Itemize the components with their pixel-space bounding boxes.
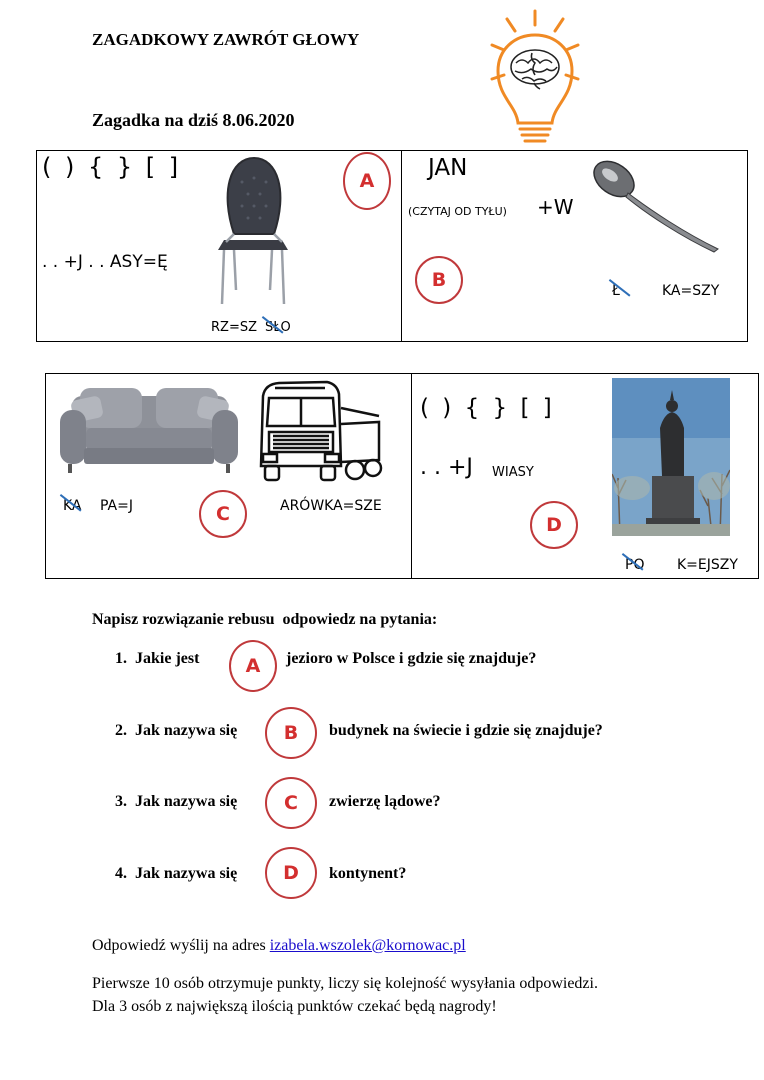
rules-line-2: Dla 3 osób z największą ilością punktów czekać będą nagrody!	[92, 998, 497, 1015]
sofa-icon	[58, 382, 240, 477]
question-1-circle: A	[229, 640, 277, 692]
pa-hint: PA=J	[100, 498, 133, 514]
question-4	[115, 865, 237, 883]
ka-hint	[63, 498, 82, 514]
rules-line-1: Pierwsze 10 osób otrzymuje punkty, liczy się kolejność wysyłania odpowiedzi.	[92, 975, 598, 992]
email-link[interactable]: izabela.wszolek@kornowac.pl	[269, 937, 466, 954]
slo-struck-text: SŁO	[265, 320, 291, 335]
question-3	[115, 793, 237, 811]
divider	[401, 151, 402, 341]
question-1	[115, 650, 199, 668]
lightbulb-brain-icon	[470, 5, 580, 153]
brackets-a: ( ) { } [ ]	[42, 153, 182, 181]
question-2-circle: B	[265, 707, 317, 759]
question-4-circle: D	[265, 847, 317, 899]
question-2-post: budynek na świecie i gdzie się znajduje?	[329, 722, 603, 739]
label-circle-c: C	[199, 490, 247, 538]
send-text: Odpowiedź wyślij na adres	[92, 937, 270, 954]
po-hint	[625, 557, 644, 573]
ka-szy-hint: KA=SZY	[662, 283, 720, 299]
question-2	[115, 722, 237, 740]
truck-icon	[255, 378, 385, 488]
wiasy-text: WIASY	[492, 465, 534, 480]
question-pre: Jak nazywa się	[135, 722, 238, 739]
question-pre: Jak nazywa się	[135, 865, 238, 882]
spoon-icon	[590, 155, 725, 255]
questions-intro: Napisz rozwiązanie rebusu odpowiedz na pytania:	[92, 611, 438, 628]
question-3-post: zwierzę lądowe?	[329, 793, 441, 810]
question-number: 1.	[115, 650, 127, 667]
statue-icon	[612, 378, 730, 536]
question-3-circle: C	[265, 777, 317, 829]
question-1-post: jezioro w Polsce i gdzie się znajduje?	[286, 650, 537, 667]
read-backwards-hint: (CZYTAJ OD TYŁU)	[408, 205, 507, 218]
divider	[411, 374, 412, 578]
rz-hint: RZ=SZ	[211, 320, 257, 335]
question-number: 3.	[115, 793, 127, 810]
dots-plus-j: . . +J	[420, 455, 473, 480]
page-subtitle: Zagadka na dziś 8.06.2020	[92, 110, 295, 130]
label-circle-a: A	[343, 152, 391, 210]
jan-text: JAN	[428, 155, 468, 181]
slo-hint	[265, 320, 291, 335]
question-number: 4.	[115, 865, 127, 882]
k-ejszy-hint: K=EJSZY	[677, 557, 738, 573]
question-pre: Jak nazywa się	[135, 793, 238, 810]
plus-w-text: +W	[537, 195, 574, 219]
po-struck-text: PO	[625, 557, 645, 573]
question-pre: Jakie jest	[135, 650, 200, 667]
question-number: 2.	[115, 722, 127, 739]
l-struck-text: Ł	[612, 283, 620, 299]
label-circle-b: B	[415, 256, 463, 304]
label-circle-d: D	[530, 501, 578, 549]
arowka-hint: ARÓWKA=SZE	[280, 498, 382, 514]
chair-icon	[212, 152, 292, 307]
page-title: ZAGADKOWY ZAWRÓT GŁOWY	[92, 30, 360, 49]
ka-struck-text: KA	[63, 498, 82, 514]
l-hint	[612, 283, 620, 299]
brackets-d: ( ) { } [ ]	[420, 395, 555, 421]
rebus-a-line: . . +J . . ASY=Ę	[42, 252, 168, 272]
send-instruction	[92, 937, 466, 955]
question-4-post: kontynent?	[329, 865, 407, 882]
